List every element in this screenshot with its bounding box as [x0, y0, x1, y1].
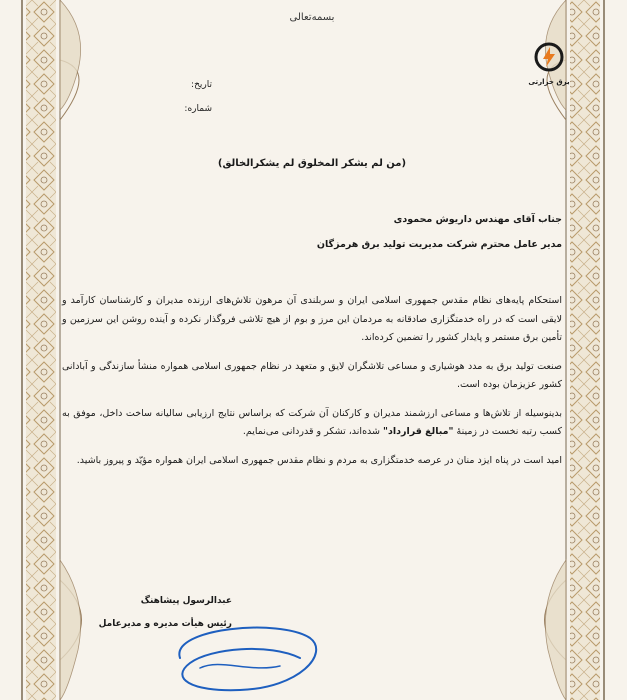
paragraph-2: صنعت تولید برق به مدد هوشیاری و مساعی تلاشگران لایق و متعهد در نظام جمهوری اسلامی همواره منشأ سازندگی و آبادانی کشور عزیزمان بوده است. — [62, 360, 562, 391]
number-label: شماره: — [184, 104, 212, 114]
handwritten-signature — [160, 618, 330, 698]
lightning-logo-icon — [534, 42, 564, 72]
paragraph-3-end: شده‌اند، تشکر و قدردانی می‌نمایم. — [242, 426, 384, 438]
paragraph-4: امید است در پناه ایزد منان در عرصه خدمتگزاری به مردم و نظام مقدس جمهوری اسلامی ایران همواره مؤیّد و پیروز باشید. — [76, 454, 562, 466]
addressee-name: جناب آقای مهندس داریوش محمودی — [393, 214, 562, 225]
letter-meta — [122, 80, 212, 128]
addressee-title: مدیر عامل محترم شرکت مدیریت تولید برق هرمزگان — [316, 238, 562, 250]
logo-text: برق حرارتی — [528, 78, 570, 86]
letter-content — [62, 0, 570, 700]
signer-title: رئیس هیأت مدیره و مدیرعامل — [98, 619, 232, 630]
signer-name: عبدالرسول پیشاهنگ — [140, 596, 232, 606]
letter-body — [62, 292, 562, 480]
date-label: تاریخ: — [191, 80, 212, 90]
basmala-heading: بسمه‌تعالی — [289, 12, 335, 23]
contract-amount-term: "مبالغ قرارداد" — [383, 426, 454, 438]
addressee-block — [62, 208, 562, 257]
paragraph-3-start: بدینوسیله از تلاش‌ها و مساعی ارزشمند مدیران و کارکنان آن شرکت که براساس نتایج ارزیابی سالیانه ساخت داخل، موفق به کسب رتبه نخست در زمینهٔ — [62, 407, 562, 438]
paragraph-1: استحکام پایه‌های نظام مقدس جمهوری اسلامی ایران و سربلندی آن مرهون تلاش‌های ارزنده مدیران و کارشناسان کارآمد و لایقی است که در راه خدمتگزاری صادقانه به مردمان این مرز و بوم از هیچ تلاشی فروگذار نکرده و آینده روشن این سرزمین و تأمین برق مستمر و پایدار کشور را تضمین کرده‌اند. — [62, 295, 562, 344]
company-logo — [522, 42, 576, 86]
quote-line: (من لم یشکر المخلوق لم یشکر‌الخالق) — [217, 158, 407, 169]
paragraph-3 — [62, 405, 562, 442]
